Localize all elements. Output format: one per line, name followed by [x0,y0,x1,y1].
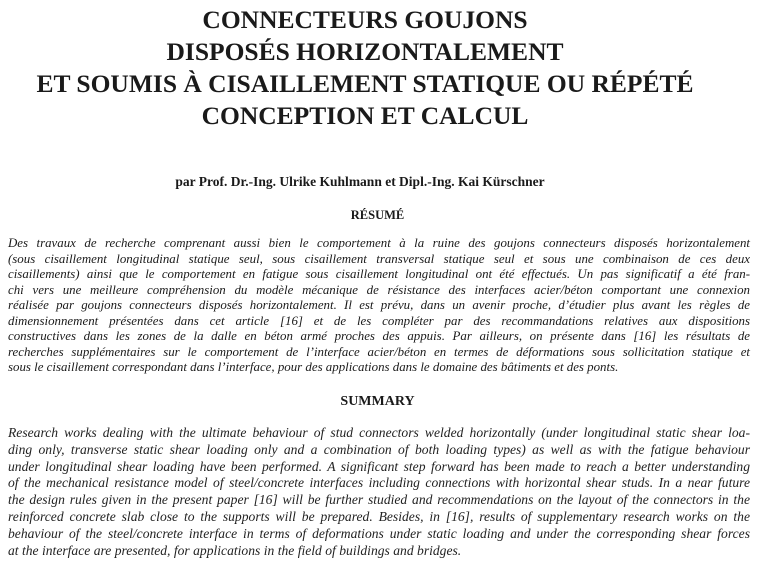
resume-line: chi vers une meilleure compréhension du modèle mécanique de résistance des interfaces acier/béton comportant une connexion [8,282,750,297]
summary-line: the design rules given in the present paper [16] will be further studied and recommendations on the layout of the connectors in the [8,492,750,508]
resume-heading: RÉSUMÉ [350,208,405,222]
article-title [0,4,730,132]
summary-heading: SUMMARY [340,394,415,409]
summary-line: Research works dealing with the ultimate behaviour of stud connectors welded horizontally (under longitudinal static shear loa- [8,425,750,440]
summary-abstract [8,425,750,559]
resume-line: Des travaux de recherche comprenant aussi bien le comportement à la ruine des goujons connecteurs disposés horizontalement [8,236,750,250]
resume-abstract [8,236,750,376]
resume-line: constructives dans les zones de la dalle en béton armé proches des appuis. Par ailleurs, on présente dans [16] les résultats de [8,329,750,343]
title-line: CONCEPTION ET CALCUL [201,101,529,130]
resume-line: sous le cisaillement correspondant dans l’interface, pour des applications dans le domaine des bâtiments et des ponts. [8,360,619,374]
resume-line: dimensionnement présentées dans cet article [16] et de les compléter par des recommandations relatives aux dispositions [8,313,750,328]
author-byline: par Prof. Dr.-Ing. Ulrike Kuhlmann et Dipl.-Ing. Kai Kürschner [175,174,545,189]
summary-line: of the mechanical resistance model of steel/concrete interfaces including connections with horizontal shear studs. In a near future [8,475,750,491]
title-line: ET SOUMIS À CISAILLEMENT STATIQUE OU RÉPÉTÉ [36,69,694,98]
resume-line: (sous cisaillement longitudinal statique seul, sous cisaillement transversal statique seul et sous une combinaison de ces deux [8,251,750,266]
summary-line: under longitudinal shear loading have been performed. A significant step forward has been made to reach a better understanding [8,458,750,474]
summary-line: reinforced concrete slab close to the supports will be prepared. Besides, in [16], results of supplementary research works on the [8,508,750,524]
summary-line: behaviour of the steel/concrete interface in terms of deformations under static loading and under the corresponding shear forces [8,525,750,541]
resume-line: cisaillements) ainsi que le comportement en fatigue sous cisaillement longitudinal ont été effectués. Un pas significatif a été fran- [8,267,750,281]
title-line: DISPOSÉS HORIZONTALEMENT [166,37,564,66]
resume-line: réalisée par goujons connecteurs disposés horizontalement. Il est prévu, dans un avenir proche, d’étudier plus avant les règles de [8,298,750,312]
summary-line: ding only, transverse static shear loading only and a combination of both loading types) as well as with the fatigue behaviour [8,441,750,457]
summary-line: at the interface are presented, for applications in the field of buildings and bridges. [8,542,462,558]
resume-line: recherches supplémentaires sur le comportement de l’interface acier/béton en termes de déformations sous sollicitation statique et [8,344,750,359]
title-line: CONNECTEURS GOUJONS [202,5,528,34]
